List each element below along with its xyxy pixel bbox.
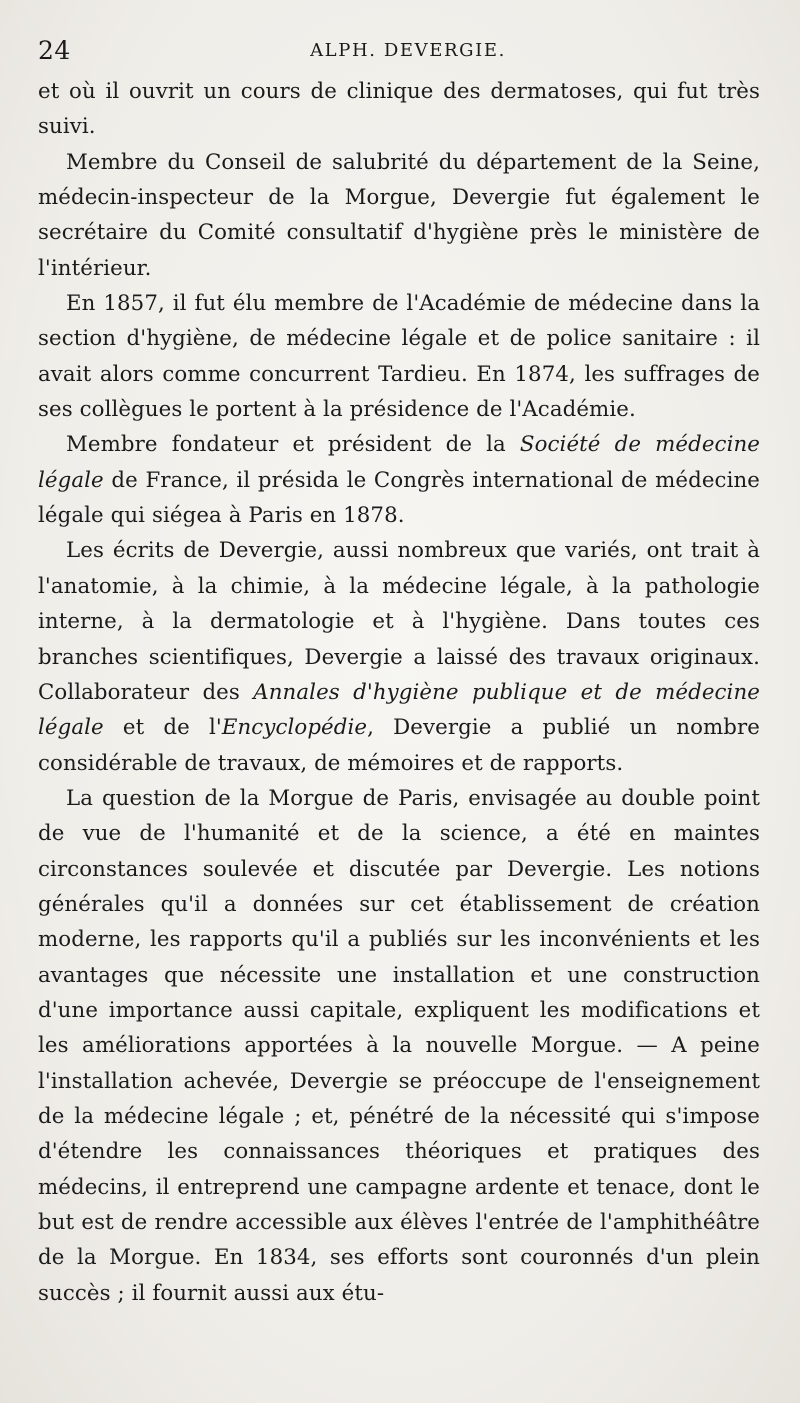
body-text: [38, 74, 760, 1311]
encyclopedie-title: Encyclopédie: [221, 715, 368, 741]
paragraph-3: En 1857, il fut élu membre de l'Académie de médecine dans la section d'hygiène, de médecine légale et de police sanitaire : il avait alors comme concurrent Tardieu. En 1874, les suffrages de ses collègues le portent à la présidence de l'Académie.: [38, 291, 760, 423]
running-head: ALPH. DEVERGIE.: [310, 40, 506, 61]
paragraph-4-text-start: Membre fondateur et président de la: [66, 432, 520, 458]
paragraph-5-text-end: , Devergie a publié un nombre considérable de travaux, de mémoires et de rapports.: [38, 715, 760, 776]
paragraph-5-text-start: Les écrits de Devergie, aussi nombreux que variés, ont trait à l'anatomie, à la chimie, à la médecine légale, à la pathologie interne, à la dermatologie et à l'hygiène. Dans toutes ces branches scientifiques, Devergie a laissé des travaux originaux. Collaborateur des: [38, 538, 760, 705]
paragraph-4-text-end: de France, il présida le Congrès international de médecine légale qui siégea à Paris en 1878.: [38, 467, 760, 529]
paragraph-2: Membre du Conseil de salubrité du département de la Seine, médecin-inspecteur de la Morgue, Devergie fut également le secrétaire du Comité consultatif d'hygiène près le ministère de l'intérieur.: [38, 149, 760, 281]
page-number: 24: [38, 36, 71, 65]
paragraph-1: et où il ouvrit un cours de clinique des dermatoses, qui fut très suivi.: [38, 79, 760, 140]
annales-title: Annales d'hygiène publique et de médecine légale: [38, 679, 760, 741]
paragraph-4: [38, 427, 760, 533]
society-title: Société de médecine légale: [38, 432, 760, 493]
paragraph-6: La question de la Morgue de Paris, envisagée au double point de vue de l'humanité et de la science, a été en maintes circonstances soulevée et discutée par Devergie. Les notions générales qu'il a données sur cet établissement de création moderne, les rapports qu'il a publiés sur les inconvénients et les avantages que nécessite une installation et une construction d'une importance aussi capitale, expliquent les modifications et les améliorations apportées à la nouvelle Morgue. — A peine l'installation achevée, Devergie se préoccupe de l'enseignement de la médecine légale ; et, pénétré de la nécessité qui s'impose d'étendre les connaissances théoriques et pratiques des médecins, il entreprend une campagne ardente et tenace, dont le but est de rendre accessible aux élèves l'entrée de l'amphithéâtre de la Morgue. En 1834, ses efforts sont couronnés d'un plein succès ; il fournit aussi aux étu-: [38, 785, 760, 1306]
page-header: [38, 34, 760, 68]
paragraph-5: [38, 533, 760, 780]
paragraph-5-text-middle: et de l': [103, 715, 222, 741]
